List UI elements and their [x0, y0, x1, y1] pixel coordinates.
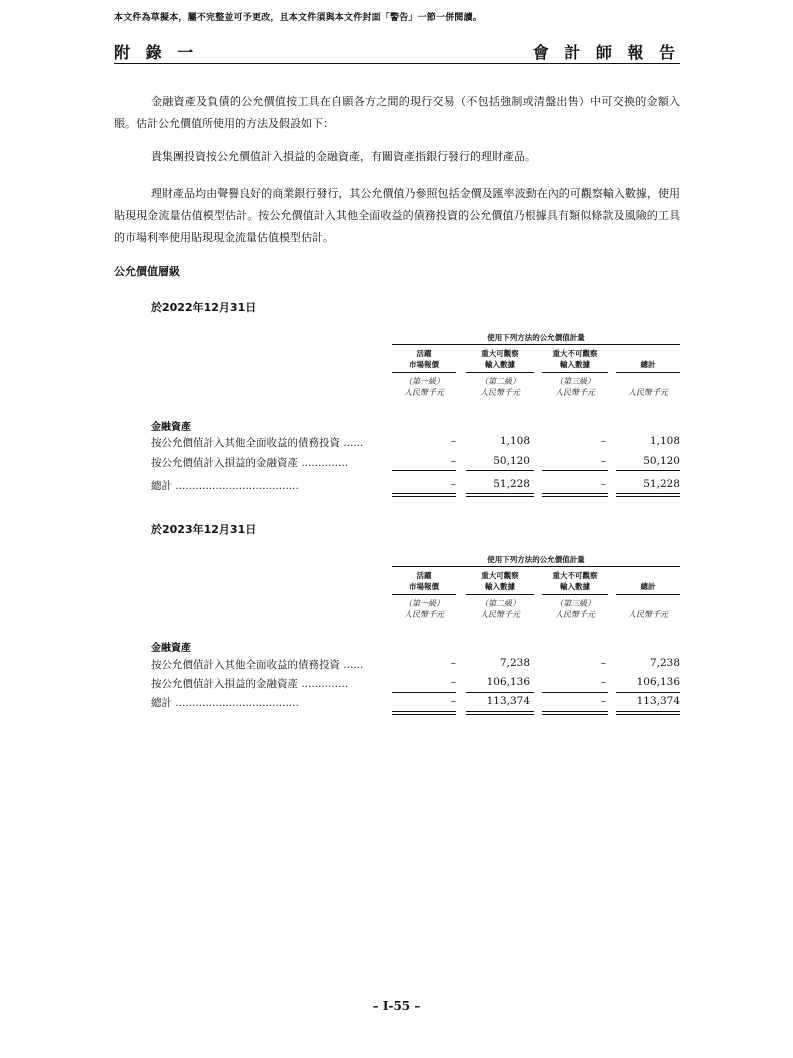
total-double-rule — [542, 493, 608, 494]
caption-rule — [392, 566, 680, 567]
paragraph-fvtpl — [114, 146, 680, 168]
col-header-line: 重大可觀察 — [481, 349, 519, 358]
cell-value: 7,238 — [499, 657, 530, 669]
caption-rule — [392, 344, 680, 345]
total-value: 113,374 — [486, 695, 530, 707]
cell-value: 106,136 — [636, 676, 680, 688]
subtotal-rule — [466, 470, 534, 471]
cell-value: – — [600, 676, 606, 688]
cell-value: 1,108 — [649, 435, 680, 447]
section-heading: 公允價值層級 — [114, 265, 180, 278]
col-unit-line: 人民幣千元 — [480, 610, 520, 619]
total-double-rule — [542, 711, 608, 712]
col-header-line: 重大不可觀察 — [552, 571, 598, 580]
col-header-line: 重大可觀察 — [481, 571, 519, 580]
col-unit-level2 — [464, 376, 536, 398]
col-unit-line: 人民幣千元 — [555, 388, 595, 397]
col-header-line: 市場報價 — [409, 360, 439, 369]
header-underline — [466, 594, 534, 595]
col-unit-level1 — [388, 376, 460, 398]
col-header-line: 活躍 — [416, 571, 432, 580]
header-underline — [392, 594, 456, 595]
total-value: 51,228 — [643, 478, 680, 490]
cell-value: 106,136 — [486, 676, 530, 688]
total-double-rule — [392, 711, 456, 712]
col-unit-level1 — [388, 598, 460, 620]
total-double-rule — [616, 714, 680, 715]
col-unit-line: 人民幣千元 — [404, 388, 444, 397]
col-unit-line: 人民幣千元 — [628, 388, 668, 397]
header-underline — [616, 594, 680, 595]
total-value: – — [450, 695, 456, 707]
cell-value: – — [450, 676, 456, 688]
col-header-line: 輸入數據 — [485, 360, 515, 369]
total-value: 113,374 — [636, 695, 680, 707]
col-header-level3 — [542, 348, 608, 370]
col-unit-line: 人民幣千元 — [628, 610, 668, 619]
row-label: 按公允價值計入其他全面收益的債務投資 ...... — [151, 659, 364, 671]
col-unit-level3 — [539, 598, 611, 620]
row-label: 按公允價值計入損益的金融資產 .............. — [151, 678, 349, 690]
paragraph-wealth-products — [114, 183, 680, 249]
col-header-line: 市場報價 — [409, 582, 439, 591]
subtotal-rule — [542, 470, 608, 471]
col-header-level3 — [542, 570, 608, 592]
total-double-rule — [542, 496, 608, 497]
row-label: 按公允價值計入損益的金融資產 .............. — [151, 457, 349, 469]
col-header-line: 輸入數據 — [560, 582, 590, 591]
total-double-rule — [392, 714, 456, 715]
subtotal-rule — [542, 692, 608, 693]
table-caption: 使用下列方法的公允價值計量 — [487, 333, 585, 342]
subtotal-rule — [392, 692, 456, 693]
header-underline — [542, 594, 608, 595]
col-unit-line: （第一級） — [404, 377, 444, 386]
total-double-rule — [392, 496, 456, 497]
total-double-rule — [616, 493, 680, 494]
col-unit-line: 人民幣千元 — [404, 610, 444, 619]
col-unit-line: 人民幣千元 — [480, 388, 520, 397]
table-date-heading: 於2023年12月31日 — [151, 523, 257, 536]
header-underline — [392, 372, 456, 373]
cell-value: – — [450, 435, 456, 447]
total-double-rule — [466, 493, 534, 494]
table-date-heading: 於2022年12月31日 — [151, 301, 257, 314]
header-underline — [542, 372, 608, 373]
total-double-rule — [616, 711, 680, 712]
cell-value: – — [450, 455, 456, 467]
subtotal-rule — [616, 470, 680, 471]
total-double-rule — [392, 493, 456, 494]
paragraph-text: 貴集團投資按公允價值計入損益的金融資產，有關資產指銀行發行的理財產品。 — [151, 150, 536, 163]
cell-value: – — [600, 657, 606, 669]
draft-disclaimer: 本文件為草擬本，屬不完整並可予更改，且本文件須與本文件封面「警告」一節一併閱讀。 — [114, 13, 483, 23]
col-unit-line: （第二級） — [480, 377, 520, 386]
header-underline — [466, 372, 534, 373]
cell-value: 1,108 — [499, 435, 530, 447]
col-unit-line: （第一級） — [404, 599, 444, 608]
col-unit-line: （第二級） — [480, 599, 520, 608]
subtotal-rule — [466, 692, 534, 693]
col-unit-level2 — [464, 598, 536, 620]
group-label: 金融資產 — [151, 643, 191, 654]
col-header-line: 輸入數據 — [485, 582, 515, 591]
paragraph-fair-value-intro — [114, 91, 680, 135]
cell-value: 7,238 — [649, 657, 680, 669]
col-unit-total — [612, 598, 684, 620]
col-header-total — [616, 570, 680, 592]
col-header-level1 — [392, 570, 456, 592]
col-unit-line: （第三級） — [555, 599, 595, 608]
total-value: 51,228 — [493, 478, 530, 490]
total-value: – — [450, 478, 456, 490]
cell-value: 50,120 — [493, 455, 530, 467]
total-value: – — [600, 695, 606, 707]
report-title: 會 計 師 報 告 — [532, 43, 680, 62]
col-unit-total — [612, 376, 684, 398]
header-rule — [114, 63, 680, 64]
table-caption: 使用下列方法的公允價值計量 — [487, 555, 585, 564]
col-header-total — [616, 348, 680, 370]
total-value: – — [600, 478, 606, 490]
total-label: 總計 ..................................... — [151, 697, 299, 709]
row-label: 按公允價值計入其他全面收益的債務投資 ...... — [151, 437, 364, 449]
group-label: 金融資產 — [151, 422, 191, 433]
col-unit-level3 — [539, 376, 611, 398]
cell-value: – — [600, 455, 606, 467]
subtotal-rule — [392, 470, 456, 471]
total-double-rule — [466, 714, 534, 715]
total-double-rule — [466, 496, 534, 497]
col-header-line: 輸入數據 — [560, 360, 590, 369]
col-header-level1 — [392, 348, 456, 370]
subtotal-rule — [616, 692, 680, 693]
appendix-title: 附 錄 一 — [114, 43, 199, 62]
col-header-line: 重大不可觀察 — [552, 349, 598, 358]
total-label: 總計 ..................................... — [151, 480, 299, 492]
col-header-level2 — [466, 570, 534, 592]
total-double-rule — [542, 714, 608, 715]
header-underline — [616, 372, 680, 373]
col-unit-line: 人民幣千元 — [555, 610, 595, 619]
cell-value: – — [450, 657, 456, 669]
cell-value: 50,120 — [643, 455, 680, 467]
cell-value: – — [600, 435, 606, 447]
paragraph-text: 金融資產及負債的公允價值按工具在自願各方之間的現行交易（不包括強制或清盤出售）中可交換的金額入賬。估計公允價值所使用的方法及假設如下： — [114, 95, 680, 130]
col-header-line: 活躍 — [416, 349, 432, 358]
col-header-line: 總計 — [640, 360, 656, 369]
total-double-rule — [616, 496, 680, 497]
page-number: – I-55 – — [372, 999, 421, 1013]
col-header-level2 — [466, 348, 534, 370]
total-double-rule — [466, 711, 534, 712]
col-unit-line: （第三級） — [555, 377, 595, 386]
col-header-line: 總計 — [640, 582, 656, 591]
paragraph-text: 理財產品均由聲譽良好的商業銀行發行，其公允價值乃參照包括金價及匯率波動在內的可觀察輸入數據，使用貼現現金流量估值模型估計。按公允價值計入其他全面收益的債務投資的公允價值乃根據具有類似條款及風險的工具的市場利率使用貼現現金流量估值模型估計。 — [114, 187, 680, 244]
